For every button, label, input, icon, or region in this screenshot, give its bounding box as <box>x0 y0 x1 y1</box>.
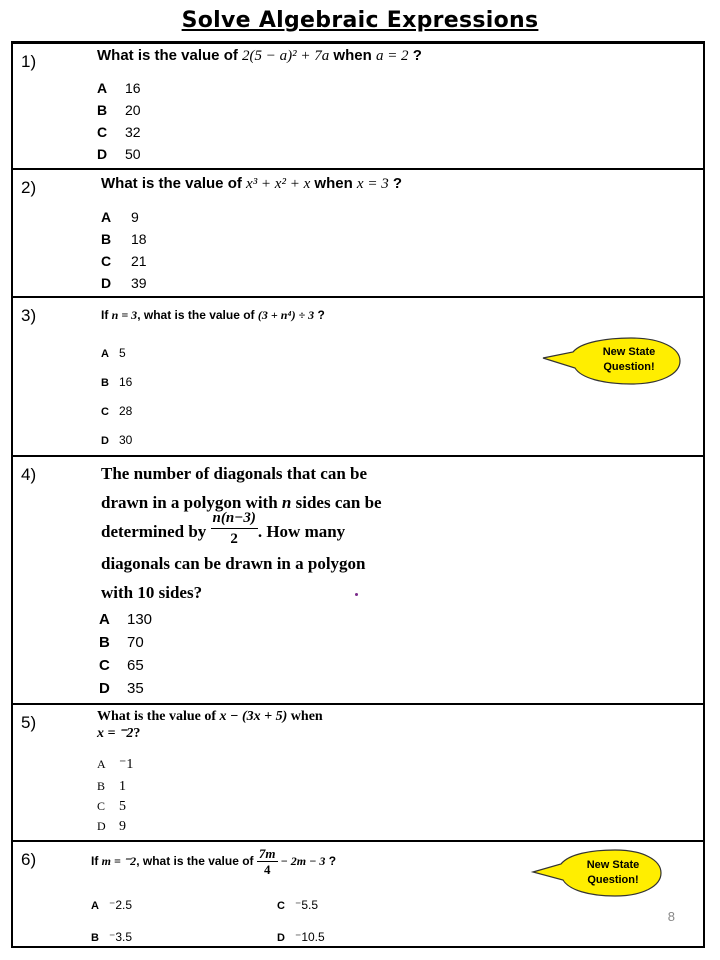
question-number: 5) <box>21 713 37 732</box>
choice-d[interactable]: D ⁻10.5 <box>277 930 325 944</box>
question-text: What is the value of 2(5 − a)² + 7a when a = 2 ? <box>97 47 422 64</box>
choice-b[interactable]: B 20 <box>97 102 141 118</box>
page-number: 8 <box>667 909 675 924</box>
question-text: What is the value of x³ + x² + x when x = 3 ? <box>101 175 403 192</box>
choice-b[interactable]: B 70 <box>99 634 144 651</box>
choice-d[interactable]: D 39 <box>101 275 147 291</box>
callout-text: New State Question! <box>586 859 640 886</box>
question-condition: m = ⁻2 <box>101 854 137 868</box>
new-state-question-callout <box>537 336 697 386</box>
question-6 <box>13 841 703 947</box>
choice-c[interactable]: C 21 <box>101 253 147 269</box>
choice-c[interactable]: C 65 <box>99 657 144 674</box>
question-3 <box>13 297 703 456</box>
formula-fraction: $\frac{n(n-3)}{2}$ <box>212 509 256 547</box>
question-expression: x³ + x² + x <box>246 176 311 192</box>
choice-c[interactable]: C 5 <box>97 799 126 814</box>
question-expression: (3 + n⁴) ÷ 3 <box>257 308 315 322</box>
choice-a[interactable]: A ⁻1 <box>97 757 134 772</box>
question-text: If n = 3, what is the value of (3 + n⁴) ÷ 3 ? <box>101 308 325 322</box>
question-number: 1) <box>21 52 37 71</box>
question-expression: 2(5 − a)² + 7a <box>242 48 330 64</box>
question-condition: n = 3 <box>111 308 138 322</box>
choice-d[interactable]: D 35 <box>99 680 144 697</box>
page-title: Solve Algebraic Expressions <box>181 8 539 33</box>
question-condition: a = 2 <box>375 48 409 64</box>
choice-b[interactable]: B 18 <box>101 231 147 247</box>
choice-d[interactable]: D 9 <box>97 819 126 834</box>
question-number: 4) <box>21 465 37 484</box>
question-number: 2) <box>21 178 37 197</box>
new-state-question-callout <box>527 848 677 898</box>
question-expression: x − (3x + 5) <box>219 709 288 724</box>
question-1 <box>13 43 703 169</box>
choice-b[interactable]: B 1 <box>97 779 126 794</box>
expression-fraction: $\frac{7m}{4}$ <box>258 846 276 878</box>
choice-c[interactable]: C ⁻5.5 <box>277 898 319 912</box>
question-number: 3) <box>21 306 37 325</box>
question-number: 6) <box>21 850 37 869</box>
choice-d[interactable]: D 30 <box>101 433 133 447</box>
question-condition: x = ⁻2 <box>97 726 134 741</box>
choice-c[interactable]: C 32 <box>97 124 141 140</box>
choice-a[interactable]: A 9 <box>101 209 139 225</box>
choice-a[interactable]: A 5 <box>101 346 126 360</box>
question-text: The number of diagonals that can be drawn in a polygon with n sides can be determined by $\frac{n(n-3)}{2}$ . How many diagonals can be drawn in a polygon with 10 sides? <box>101 464 382 602</box>
choice-d[interactable]: D 50 <box>97 146 141 162</box>
choice-a[interactable]: A ⁻2.5 <box>91 898 133 912</box>
question-4 <box>13 456 703 704</box>
choice-c[interactable]: C 28 <box>101 404 133 418</box>
question-text: If m = ⁻2, what is the value of $\frac{7m}{4}$ − 2m − 3 ? <box>91 846 337 878</box>
question-2 <box>13 169 703 297</box>
stray-dot <box>355 593 358 596</box>
choice-a[interactable]: A 130 <box>99 611 153 628</box>
question-condition: x = 3 <box>356 176 389 192</box>
choice-a[interactable]: A 16 <box>97 80 141 96</box>
question-expression: − 2m − 3 <box>277 854 326 868</box>
choice-b[interactable]: B 16 <box>101 375 133 389</box>
question-5 <box>13 704 703 841</box>
question-text: What is the value of x − (3x + 5) when x = ⁻2? <box>97 709 323 741</box>
choice-b[interactable]: B ⁻3.5 <box>91 930 133 944</box>
callout-text: New State Question! <box>602 346 656 373</box>
